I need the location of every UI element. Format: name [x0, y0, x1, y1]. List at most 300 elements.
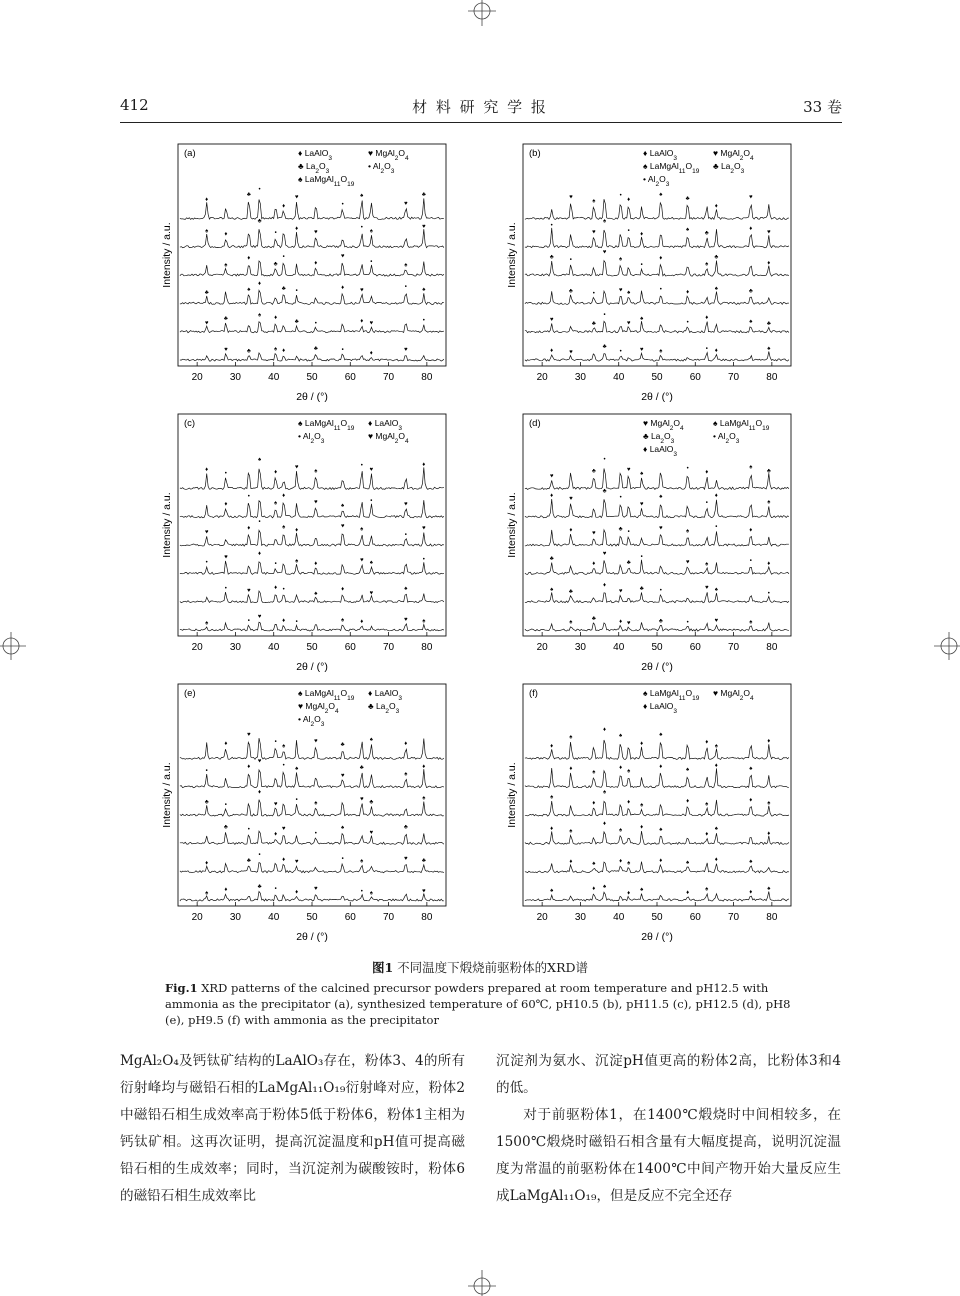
- phase-marker: ♦: [592, 886, 596, 893]
- phase-marker: •: [274, 739, 277, 746]
- panel-label: (b): [529, 148, 541, 159]
- phase-marker: •: [715, 524, 718, 531]
- phase-marker: •: [619, 193, 622, 200]
- x-axis-label: 2θ / (°): [296, 661, 328, 673]
- phase-marker: ♦: [205, 860, 209, 867]
- phase-marker: ♥: [294, 859, 299, 866]
- legend-entry: ♠ $LaMgAl_{11}O_{19}$: [298, 174, 355, 188]
- x-tick-label: 40: [613, 372, 625, 383]
- phase-marker: ♦: [640, 231, 644, 238]
- x-axis-label: 2θ / (°): [641, 661, 673, 673]
- phase-marker: •: [603, 456, 606, 463]
- phase-marker: ♠: [257, 456, 262, 463]
- xrd-panel-b: [503, 140, 803, 410]
- phase-marker: •: [247, 618, 250, 625]
- phase-marker: •: [247, 826, 250, 833]
- page-number: 412: [120, 96, 149, 114]
- phase-marker: •: [422, 317, 425, 324]
- phase-marker: ♥: [314, 738, 318, 745]
- legend-entry: ♠ $LaMgAl_{11}O_{19}$: [298, 688, 355, 702]
- caption-text-cn: 不同温度下煅烧前驱粉体的XRD谱: [397, 960, 589, 975]
- phase-marker: ♣: [602, 488, 607, 495]
- phase-marker: ♠: [341, 502, 345, 509]
- x-tick-label: 30: [574, 912, 586, 923]
- phase-marker: ♥: [685, 559, 690, 566]
- phase-marker: ♠: [627, 290, 631, 297]
- legend-entry: ♥ $MgAl_2O_4$: [298, 701, 339, 715]
- x-axis-label: 2θ / (°): [296, 931, 328, 943]
- phase-marker: ♦: [603, 821, 607, 828]
- phase-marker: ♦: [360, 619, 364, 626]
- phase-marker: ♣: [639, 585, 644, 592]
- x-tick-label: 30: [229, 372, 241, 383]
- panel-label: (f): [529, 688, 538, 699]
- phase-marker: ♦: [295, 889, 299, 896]
- phase-marker: ♠: [422, 795, 426, 802]
- phase-marker: ♦: [360, 318, 364, 325]
- phase-marker: ♣: [685, 195, 690, 202]
- phase-marker: ♦: [282, 203, 286, 210]
- legend-entry: • $Al_2O_3$: [298, 714, 325, 728]
- phase-marker: ♦: [592, 560, 596, 567]
- phase-marker: •: [247, 493, 250, 500]
- phase-marker: ♦: [659, 255, 663, 262]
- phase-marker: ♠: [619, 256, 623, 263]
- phase-marker: ♦: [274, 831, 278, 838]
- phase-marker: ♠: [550, 888, 554, 895]
- x-tick-label: 30: [574, 642, 586, 653]
- phase-marker: ♦: [258, 551, 262, 558]
- phase-marker: ♦: [714, 348, 718, 355]
- phase-marker: ♣: [704, 230, 709, 237]
- phase-marker: ♥: [404, 617, 408, 624]
- phase-marker: ♦: [659, 857, 663, 864]
- phase-marker: ♦: [686, 798, 690, 805]
- phase-marker: ♦: [274, 469, 278, 476]
- xrd-pattern-5: [180, 229, 444, 248]
- phase-marker: ♥: [626, 620, 631, 627]
- phase-marker: •: [341, 856, 344, 863]
- phase-marker: ♠: [422, 286, 426, 293]
- header-rule: [120, 122, 842, 123]
- phase-marker: ♣: [591, 321, 596, 328]
- phase-marker: •: [274, 230, 277, 237]
- legend-entry: ♣ $La_2O_3$: [368, 701, 400, 715]
- xrd-pattern-1: [180, 619, 444, 631]
- volume-label: 33 卷: [803, 98, 842, 116]
- phase-marker: ♦: [714, 492, 718, 499]
- x-tick-label: 70: [383, 372, 395, 383]
- phase-marker: ♦: [569, 527, 573, 534]
- phase-marker: ♦: [258, 789, 262, 796]
- phase-marker: ♥: [273, 801, 278, 808]
- phase-marker: •: [295, 619, 298, 626]
- journal-title: 材 料 研 究 学 报: [412, 98, 548, 116]
- phase-marker: ♦: [603, 582, 607, 589]
- phase-marker: ♠: [602, 789, 607, 796]
- phase-marker: •: [258, 186, 261, 193]
- phase-marker: •: [314, 830, 317, 837]
- phase-marker: ♥: [626, 320, 631, 327]
- phase-marker: •: [360, 889, 363, 896]
- plot-frame: [523, 144, 791, 366]
- phase-marker: ♠: [640, 887, 644, 894]
- phase-marker: ♦: [603, 726, 607, 733]
- phase-marker: ♠: [627, 860, 631, 867]
- x-tick-label: 20: [536, 372, 548, 383]
- phase-marker: ♣: [591, 468, 596, 475]
- phase-marker: ♥: [714, 618, 719, 625]
- phase-marker: ♦: [714, 203, 718, 210]
- x-tick-label: 70: [728, 912, 740, 923]
- phase-marker: ♠: [749, 319, 753, 326]
- figure-caption-en: [165, 980, 805, 1028]
- phase-marker: ♣: [714, 254, 719, 261]
- phase-marker: ♥: [639, 501, 644, 508]
- phase-marker: ♣: [281, 286, 286, 293]
- phase-marker: ♣: [257, 884, 262, 891]
- phase-marker: ♥: [618, 287, 623, 294]
- phase-marker: ♥: [369, 467, 374, 474]
- panel-label: (a): [184, 148, 196, 159]
- phase-marker: •: [686, 319, 689, 326]
- phase-marker: ♥: [592, 229, 596, 236]
- legend-entry: ♦ LaAlO$_3$: [298, 148, 332, 162]
- phase-marker: ♥: [359, 287, 364, 294]
- xrd-pattern-5: [525, 499, 789, 518]
- phase-marker: ♠: [767, 800, 771, 807]
- phase-marker: ♠: [569, 734, 573, 741]
- x-tick-label: 70: [728, 642, 740, 653]
- phase-marker: ♦: [640, 740, 644, 747]
- figure-caption-cn: [0, 958, 960, 976]
- phase-marker: ♦: [282, 618, 286, 625]
- phase-marker: ♦: [767, 830, 771, 837]
- x-tick-label: 40: [268, 912, 280, 923]
- phase-marker: ♣: [591, 616, 596, 623]
- phase-marker: ♠: [404, 262, 408, 269]
- legend-entry: ♣ $La_2O_3$: [298, 161, 330, 175]
- xrd-pattern-1: [180, 350, 444, 361]
- phase-marker: ♠: [592, 198, 596, 205]
- panel-label: (d): [529, 418, 541, 429]
- phase-marker: •: [258, 852, 261, 859]
- phase-marker: •: [370, 498, 373, 505]
- phase-marker: •: [686, 620, 689, 627]
- phase-marker: ♦: [569, 766, 573, 773]
- legend-entry: ♦ LaAlO$_3$: [643, 444, 677, 458]
- phase-marker: ♥: [359, 796, 364, 803]
- phase-marker: ♥: [257, 758, 262, 765]
- phase-marker: ♦: [224, 887, 228, 894]
- legend-entry: ♥ $MgAl_2O_4$: [713, 148, 754, 162]
- phase-marker: ♦: [749, 889, 753, 896]
- phase-marker: ♠: [592, 769, 596, 776]
- phase-marker: ♥: [281, 826, 286, 833]
- xrd-pattern-2: [180, 863, 444, 873]
- xrd-panel-f: [503, 680, 803, 950]
- phase-marker: •: [422, 556, 425, 563]
- phase-marker: ♠: [205, 890, 209, 897]
- phase-marker: ♣: [246, 191, 251, 198]
- phase-marker: ♠: [749, 464, 753, 471]
- phase-marker: •: [341, 202, 344, 209]
- caption-label-en: Fig.1: [165, 981, 198, 995]
- x-tick-label: 20: [191, 642, 203, 653]
- phase-marker: ♦: [314, 260, 318, 267]
- phase-marker: •: [749, 558, 752, 565]
- phase-marker: •: [619, 494, 622, 501]
- phase-marker: ♥: [404, 501, 408, 508]
- xrd-pattern-6: [525, 469, 789, 490]
- phase-marker: ♣: [549, 556, 554, 563]
- phase-marker: ♥: [247, 731, 251, 738]
- phase-marker: ♦: [659, 763, 663, 770]
- phase-marker: ♥: [549, 317, 554, 324]
- phase-marker: ♠: [314, 800, 318, 807]
- xrd-pattern-6: [525, 740, 789, 759]
- phase-marker: ♠: [282, 743, 286, 750]
- phase-marker: ♠: [705, 261, 709, 268]
- x-tick-label: 80: [766, 642, 778, 653]
- xrd-pattern-1: [525, 349, 789, 362]
- phase-marker: ♣: [403, 824, 408, 831]
- phase-marker: ♥: [602, 249, 607, 256]
- x-tick-label: 70: [728, 372, 740, 383]
- phase-marker: •: [370, 259, 373, 266]
- phase-marker: ♣: [257, 218, 262, 225]
- phase-marker: ♠: [749, 859, 753, 866]
- phase-marker: ♦: [404, 740, 408, 747]
- phase-marker: ♣: [421, 857, 426, 864]
- phase-marker: ♥: [618, 588, 623, 595]
- phase-marker: •: [224, 470, 227, 477]
- phase-marker: ♣: [568, 589, 573, 596]
- phase-marker: ♦: [705, 831, 709, 838]
- phase-marker: ♦: [714, 857, 718, 864]
- phase-marker: ♣: [313, 346, 318, 353]
- xrd-panel-d: [503, 410, 803, 680]
- legend-entry: ♣ $La_2O_3$: [713, 161, 745, 175]
- phase-marker: ♣: [748, 288, 753, 295]
- panel-svg: [503, 680, 803, 950]
- y-axis-label: Intensity / a.u.: [161, 222, 173, 288]
- x-tick-label: 70: [383, 642, 395, 653]
- legend-entry: ♦ LaAlO$_3$: [643, 148, 677, 162]
- xrd-pattern-3: [180, 831, 444, 844]
- y-axis-label: Intensity / a.u.: [161, 492, 173, 558]
- phase-marker: ♠: [360, 858, 364, 865]
- phase-marker: •: [224, 802, 227, 809]
- phase-marker: ♦: [550, 826, 554, 833]
- phase-marker: ♥: [404, 347, 408, 354]
- paragraph: 对于前驱粉体1，在1400℃煅烧时中间相较多，在1500℃煅烧时磁铅石相含量有大幅度提高，说明沉淀温度为常温的前驱粉体在1400℃中间产物开始大量反应生成LaMgAl₁₁O₁₉，但是反应不完全还存: [496, 1107, 841, 1204]
- legend-entry: ♦ LaAlO$_3$: [368, 688, 402, 702]
- phase-marker: ♠: [602, 884, 607, 891]
- phase-marker: ♥: [569, 194, 573, 201]
- phase-marker: •: [282, 762, 285, 769]
- phase-marker: ♠: [360, 193, 364, 200]
- xrd-pattern-6: [180, 467, 444, 489]
- phase-marker: ♦: [341, 586, 345, 593]
- phase-marker: ♣: [223, 824, 228, 831]
- phase-marker: ♠: [686, 859, 690, 866]
- x-tick-label: 50: [651, 642, 663, 653]
- x-tick-label: 30: [229, 912, 241, 923]
- phase-marker: ♦: [640, 824, 644, 831]
- phase-marker: ♠: [749, 619, 753, 626]
- phase-marker: ♥: [204, 529, 209, 536]
- phase-marker: ♥: [422, 223, 426, 230]
- phase-marker: ♦: [619, 764, 623, 771]
- phase-marker: ♠: [705, 801, 709, 808]
- phase-marker: ♠: [369, 228, 373, 235]
- phase-marker: ♠: [705, 886, 709, 893]
- phase-marker: ♠: [659, 731, 663, 738]
- phase-marker: ♣: [223, 315, 228, 322]
- x-tick-label: 20: [191, 372, 203, 383]
- phase-marker: ♦: [422, 763, 426, 770]
- paragraph: MgAl₂O₄及钙钛矿结构的LaAlO₃存在，粉体3、4的所有衍射峰均与磁铅石相的LaMgAl₁₁O₁₉衍射峰对应，粉体2中磁铅石相生成效率高于粉体5低于粉体6，粉体1主相为钙钛矿相。这再次证明，提高沉淀温度和pH值可提高磁铅石相的生成效率；同时，当沉淀剂为碳酸铵时，粉体6的磁铅石相生成效率比: [120, 1053, 465, 1204]
- panel-label: (e): [184, 688, 196, 699]
- x-tick-label: 50: [306, 912, 318, 923]
- phase-marker: ♦: [686, 289, 690, 296]
- xrd-pattern-6: [525, 199, 789, 219]
- xrd-pattern-1: [180, 889, 444, 902]
- x-tick-label: 30: [574, 372, 586, 383]
- phase-marker: ♥: [257, 614, 262, 621]
- x-tick-label: 80: [421, 642, 433, 653]
- legend-entry: ♥ $MgAl_2O_4$: [368, 148, 409, 162]
- phase-marker: ♦: [295, 527, 299, 534]
- x-tick-label: 50: [651, 912, 663, 923]
- phase-marker: ♥: [204, 320, 209, 327]
- phase-marker: ♦: [627, 890, 631, 897]
- phase-marker: ♠: [767, 346, 771, 353]
- phase-marker: ♦: [205, 467, 209, 474]
- phase-marker: ♦: [224, 740, 228, 747]
- phase-marker: ♦: [422, 461, 426, 468]
- phase-marker: ♦: [224, 501, 228, 508]
- phase-marker: ♥: [404, 855, 408, 862]
- x-tick-label: 20: [536, 912, 548, 923]
- phase-marker: ♦: [282, 857, 286, 864]
- phase-marker: ♣: [766, 321, 771, 328]
- phase-marker: ♠: [369, 890, 373, 897]
- phase-marker: ♣: [246, 348, 251, 355]
- phase-marker: ♥: [294, 464, 299, 471]
- phase-marker: ♣: [626, 560, 631, 567]
- x-tick-label: 40: [268, 642, 280, 653]
- phase-marker: ♥: [592, 530, 596, 537]
- phase-marker: ♦: [224, 231, 228, 238]
- phase-marker: •: [705, 500, 708, 507]
- phase-marker: ♠: [686, 767, 690, 774]
- phase-marker: ♥: [369, 830, 374, 837]
- phase-marker: ♦: [767, 260, 771, 267]
- phase-marker: ♠: [640, 802, 644, 809]
- legend-entry: • $Al_2O_3$: [298, 431, 325, 445]
- phase-marker: ♠: [274, 346, 278, 353]
- phase-marker: ♠: [422, 618, 426, 625]
- phase-marker: •: [686, 465, 689, 472]
- phase-marker: ♥: [549, 473, 554, 480]
- phase-marker: ♥: [314, 229, 318, 236]
- phase-marker: ♠: [640, 470, 644, 477]
- xrd-pattern-4: [525, 261, 789, 277]
- phase-marker: ♥: [659, 525, 663, 532]
- phase-marker: ♦: [714, 762, 718, 769]
- phase-marker: •: [205, 560, 208, 567]
- x-axis-label: 2θ / (°): [641, 931, 673, 943]
- phase-marker: ♠: [369, 560, 373, 567]
- phase-marker: ♠: [640, 315, 644, 322]
- phase-marker: ♣: [294, 319, 299, 326]
- phase-marker: ♣: [369, 799, 374, 806]
- phase-marker: ♥: [247, 587, 251, 594]
- phase-marker: ♦: [369, 350, 373, 357]
- phase-marker: •: [295, 288, 298, 295]
- y-axis-label: Intensity / a.u.: [506, 762, 518, 828]
- x-axis-label: 2θ / (°): [641, 391, 673, 403]
- xrd-pattern-3: [525, 831, 789, 844]
- body-column-right: [496, 1048, 841, 1210]
- phase-marker: ♦: [627, 799, 631, 806]
- phase-marker: ♣: [766, 468, 771, 475]
- phase-marker: ♥: [340, 253, 345, 260]
- phase-marker: ♦: [274, 315, 278, 322]
- x-tick-label: 20: [536, 642, 548, 653]
- legend-entry: ♥ $MgAl_2O_4$: [713, 688, 754, 702]
- phase-marker: ♠: [360, 526, 364, 533]
- phase-marker: ♥: [602, 551, 607, 558]
- x-tick-label: 50: [306, 372, 318, 383]
- phase-marker: ♣: [658, 618, 663, 625]
- phase-marker: •: [282, 254, 285, 261]
- x-tick-label: 30: [229, 642, 241, 653]
- phase-marker: ♠: [314, 591, 318, 598]
- phase-marker: •: [282, 587, 285, 594]
- phase-marker: •: [360, 463, 363, 470]
- phase-marker: ♥: [314, 499, 318, 506]
- phase-marker: ♠: [619, 827, 623, 834]
- phase-marker: ♦: [247, 763, 251, 770]
- legend-entry: • $Al_2O_3$: [713, 431, 740, 445]
- phase-marker: ♥: [767, 229, 771, 236]
- x-tick-label: 70: [383, 912, 395, 923]
- phase-marker: ♥: [294, 194, 299, 201]
- phase-marker: •: [314, 321, 317, 328]
- phase-marker: ♣: [421, 191, 426, 198]
- phase-marker: •: [627, 228, 630, 235]
- phase-marker: ♦: [749, 226, 753, 233]
- phase-marker: ♣: [568, 288, 573, 295]
- phase-marker: •: [569, 257, 572, 264]
- phase-marker: ♦: [314, 560, 318, 567]
- phase-marker: ♠: [619, 733, 623, 740]
- panel-svg: [503, 140, 803, 410]
- phase-marker: ♦: [749, 527, 753, 534]
- legend-entry: ♥ $MgAl_2O_4$: [368, 431, 409, 445]
- xrd-pattern-4: [180, 800, 444, 817]
- phase-marker: ♠: [659, 826, 663, 833]
- phase-marker: ♠: [627, 768, 631, 775]
- phase-marker: •: [603, 312, 606, 319]
- phase-marker: ♠: [224, 262, 228, 269]
- xrd-panel-a: [158, 140, 458, 410]
- phase-marker: ♦: [619, 619, 623, 626]
- phase-marker: ♥: [626, 467, 631, 474]
